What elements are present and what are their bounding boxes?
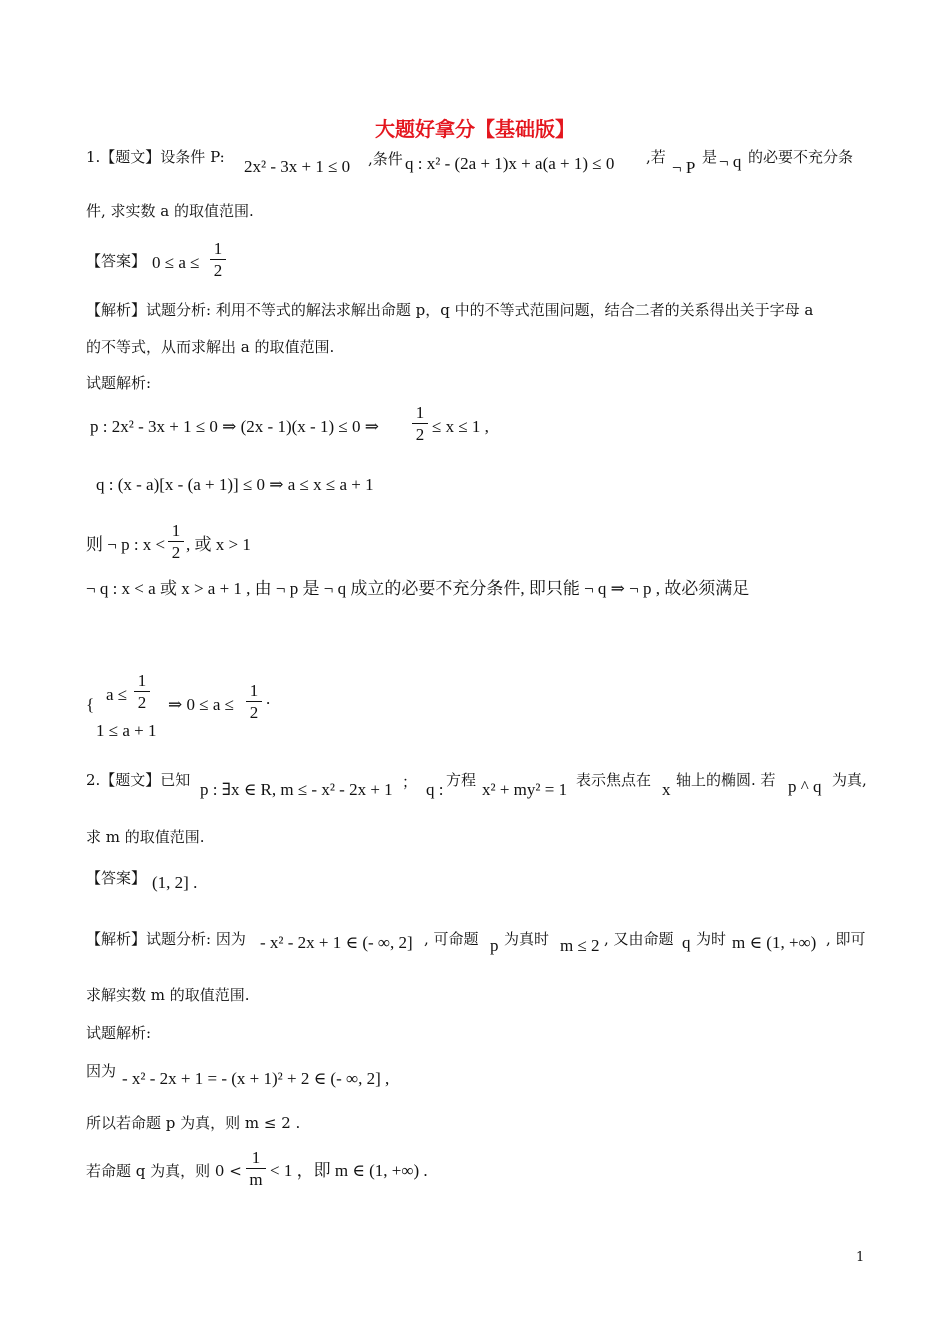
- q2-x: x: [662, 780, 671, 799]
- q1-system-result-fraction: [246, 681, 262, 722]
- q1-system-row1-den: 2: [137, 693, 147, 712]
- q1-notp-num: 1: [171, 521, 181, 540]
- q1-shi: 是: [702, 148, 718, 166]
- fraction-bar: [134, 691, 150, 692]
- q1-system-result-den: 2: [249, 703, 259, 722]
- q2-analysis-p: p: [490, 936, 499, 955]
- q1-eq-p-left: p : 2x² - 3x + 1 ≤ 0 ⇒ (2x - 1)(x - 1) ≤ 0 ⇒: [90, 417, 379, 436]
- q1-eq-p-right: ≤ x ≤ 1 ,: [432, 417, 489, 436]
- q1-solution-label: 试题解析:: [86, 374, 152, 392]
- q2-eq3-left: 若命题 q 为真，则 0 <: [86, 1162, 242, 1180]
- q1-notp-den: 2: [171, 543, 181, 562]
- page-title: 大题好拿分【基础版】: [375, 117, 575, 141]
- q2-analysis-d: , 又由命题: [604, 930, 674, 948]
- q1-answer-expr: 0 ≤ a ≤: [152, 253, 200, 272]
- q1-answer-fraction: [210, 239, 226, 280]
- q1-ruo: ,若: [646, 148, 666, 166]
- q1-system-row1-num: 1: [137, 671, 147, 690]
- q1-cond-q-label: ,条件: [368, 150, 403, 168]
- fraction-bar: [246, 701, 262, 702]
- q2-analysis-a: 【解析】试题分析: 因为: [86, 930, 246, 948]
- page-number: 1: [856, 1250, 865, 1265]
- q2-line1-b: 表示焦点在: [576, 771, 652, 789]
- q2-solution-label: 试题解析:: [86, 1024, 152, 1042]
- q2-prop-p: p : ∃x ∈ R, m ≤ - x² - 2x + 1: [200, 780, 393, 799]
- q2-analysis-f: , 即可: [826, 930, 866, 948]
- fraction-bar: [210, 259, 226, 260]
- q1-not-q: ¬ q: [719, 152, 742, 171]
- q1-analysis-1: 【解析】试题分析: 利用不等式的解法求解出命题 p，q 中的不等式范围问题，结合二者的关系得出关于字母 a: [86, 301, 814, 319]
- q1-system-result-num: 1: [249, 681, 259, 700]
- fraction-bar: [412, 423, 428, 424]
- q2-line1-d: 为真,: [832, 771, 867, 789]
- q2-eq1-label: 因为: [86, 1062, 117, 1080]
- q1-eq-p-fraction: [412, 403, 428, 444]
- q1-notp-left: 则 ¬ p : x <: [86, 535, 166, 554]
- q1-system-result: ⇒ 0 ≤ a ≤: [168, 695, 234, 714]
- q1-notp-right: , 或 x > 1: [186, 535, 251, 554]
- q1-label: 1.【题文】设条件 P:: [86, 148, 225, 166]
- q1-cond-p: 2x² - 3x + 1 ≤ 0: [244, 157, 351, 176]
- q2-fangcheng: 方程: [446, 771, 477, 789]
- q2-analysis-q: q: [682, 933, 691, 952]
- q2-analysis-b: , 可命题: [424, 930, 479, 948]
- fraction-bar: [246, 1168, 266, 1169]
- q2-line2: 求 m 的取值范围.: [86, 828, 205, 846]
- q1-system-brace: {: [86, 695, 95, 714]
- q1-eq-p-num: 1: [415, 403, 425, 422]
- q1-eq-p-den: 2: [415, 425, 425, 444]
- q1-system-row1: a ≤: [106, 685, 128, 704]
- q1-cond-q: q : x² - (2a + 1)x + a(a + 1) ≤ 0: [405, 154, 615, 173]
- q2-prop-q: q :: [426, 780, 444, 799]
- q2-answer-label: 【答案】: [86, 869, 147, 887]
- q2-analysis-m2: m ∈ (1, +∞): [732, 933, 817, 952]
- q1-analysis-2: 的不等式，从而求解出 a 的取值范围.: [86, 338, 335, 356]
- q2-p-and-q: p ^ q: [788, 777, 822, 796]
- q1-notq-line: ¬ q : x < a 或 x > a + 1 , 由 ¬ p 是 ¬ q 成立的必要不充分条件, 即只能 ¬ q ⇒ ¬ p , 故必须满足: [86, 579, 750, 598]
- q1-answer-den: 2: [213, 261, 223, 280]
- q1-eq-q: q : (x - a)[x - (a + 1)] ≤ 0 ⇒ a ≤ x ≤ a + 1: [96, 475, 374, 494]
- q1-system-row2: 1 ≤ a + 1: [96, 721, 157, 740]
- q1-tail: 的必要不充分条: [748, 148, 854, 166]
- q1-notp-fraction: [168, 521, 184, 562]
- q1-system-row1-fraction: [134, 671, 150, 712]
- q1-line2: 件, 求实数 a 的取值范围.: [86, 202, 254, 220]
- q2-analysis-expr1: - x² - 2x + 1 ∈ (- ∞, 2]: [260, 933, 413, 952]
- q2-analysis-e: 为时: [696, 930, 727, 948]
- q2-eq3-fraction: [246, 1148, 266, 1189]
- q2-label: 2.【题文】已知: [86, 771, 191, 789]
- q2-analysis-m: m ≤ 2: [560, 936, 600, 955]
- q2-eq1: - x² - 2x + 1 = - (x + 1)² + 2 ∈ (- ∞, 2] ,: [122, 1069, 390, 1088]
- q1-not-p: ¬ P: [672, 158, 696, 177]
- q2-line1-c: 轴上的椭圆. 若: [676, 771, 776, 789]
- q2-answer-expr: (1, 2] .: [152, 873, 198, 892]
- fraction-bar: [168, 541, 184, 542]
- q1-system-dot: .: [266, 689, 271, 708]
- q2-semicolon: ；: [402, 773, 418, 791]
- q1-answer-num: 1: [213, 239, 223, 258]
- q2-eq3-num: 1: [251, 1148, 261, 1167]
- q2-ellipse-eq: x² + my² = 1: [482, 780, 568, 799]
- q2-analysis-c: 为真时: [504, 930, 550, 948]
- q2-eq3-den: m: [249, 1170, 263, 1189]
- q2-analysis-2: 求解实数 m 的取值范围.: [86, 986, 250, 1004]
- q2-eq3-right: < 1 ，即 m ∈ (1, +∞) .: [270, 1161, 428, 1180]
- q2-eq2: 所以若命题 p 为真，则 m ≤ 2 .: [86, 1114, 301, 1132]
- q1-line1: [86, 146, 225, 168]
- q1-answer-label: 【答案】: [86, 252, 147, 270]
